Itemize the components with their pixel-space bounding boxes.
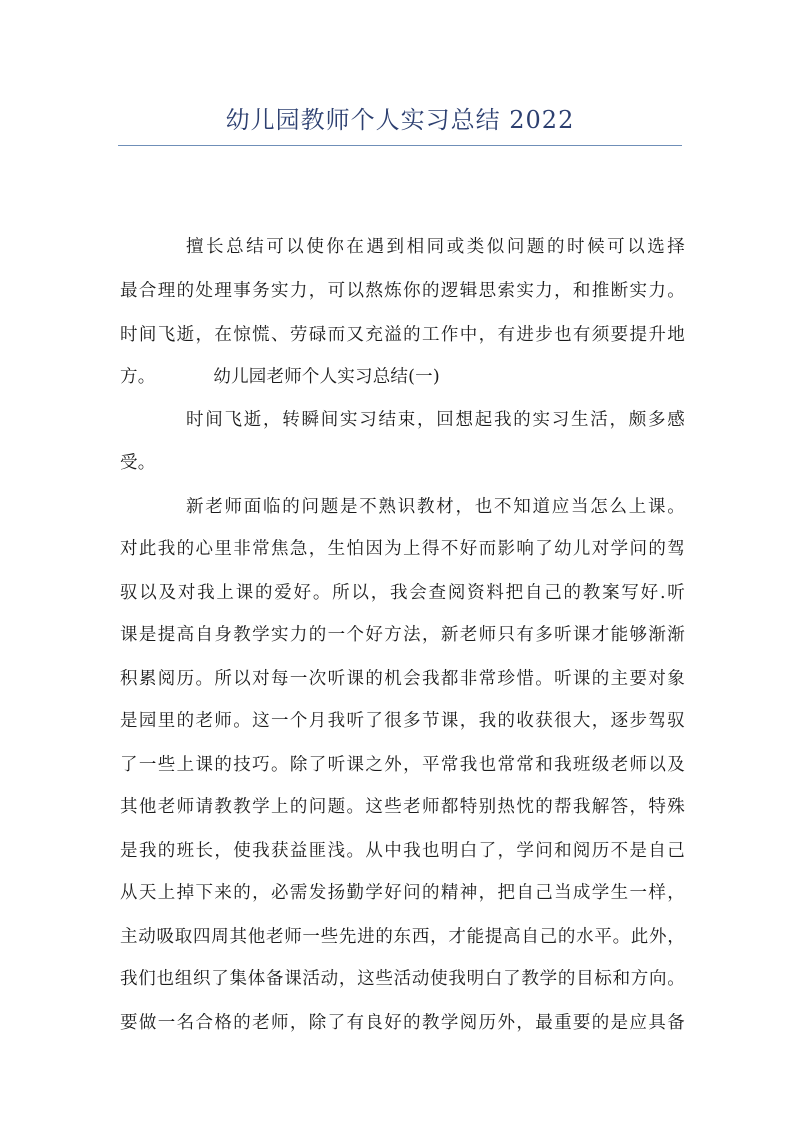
text-line: 擅长总结可以使你在遇到相同或类似问题的时候可以选择	[186, 237, 685, 257]
text-line: 是我的班长，使我获益匪浅。从中我也明白了，学问和阅历不是自己	[120, 841, 685, 861]
text-line: 时间飞逝，转瞬间实习结束，回想起我的实习生活，颇多感	[186, 410, 685, 430]
text-line: 受。	[120, 453, 156, 473]
text-line: 时间飞逝，在惊慌、劳碌而又充溢的工作中，有进步也有须要提升地	[120, 325, 685, 345]
text-line: 要做一名合格的老师，除了有良好的教学阅历外，最重要的是应具备	[120, 1013, 685, 1033]
text-line: 对此我的心里非常焦急，生怕因为上得不好而影响了幼儿对学问的驾	[120, 539, 685, 559]
text-line: 其他老师请教教学上的问题。这些老师都特别热忱的帮我解答，特殊	[120, 797, 685, 817]
text-line: 是园里的老师。这一个月我听了很多节课，我的收获很大，逐步驾驭	[120, 711, 685, 731]
text-line: 课是提高自身教学实力的一个好方法，新老师只有多听课才能够渐渐	[120, 625, 685, 645]
section-heading: 幼儿园老师个人实习总结(一)	[213, 367, 440, 387]
text-line-with-heading	[120, 362, 685, 392]
text-line: 最合理的处理事务实力，可以熬炼你的逻辑思索实力，和推断实力。	[120, 281, 685, 301]
text-line: 驭以及对我上课的爱好。所以，我会查阅资料把自己的教案写好.听	[120, 583, 685, 603]
text-line: 了一些上课的技巧。除了听课之外，平常我也常常和我班级老师以及	[120, 755, 685, 775]
title-divider	[118, 145, 682, 146]
text-line: 从天上掉下来的，必需发扬勤学好问的精神，把自己当成学生一样，	[120, 883, 685, 903]
text-line: 我们也组织了集体备课活动，这些活动使我明白了教学的目标和方向。	[120, 969, 685, 989]
text-line: 积累阅历。所以对每一次听课的机会我都非常珍惜。听课的主要对象	[120, 669, 685, 689]
document-title: 幼儿园教师个人实习总结 2022	[225, 106, 575, 134]
text-line: 新老师面临的问题是不熟识教材，也不知道应当怎么上课。	[186, 497, 685, 517]
text-line: 方。	[120, 367, 156, 387]
text-line: 主动吸取四周其他老师一些先进的东西，才能提高自己的水平。此外，	[120, 927, 685, 947]
